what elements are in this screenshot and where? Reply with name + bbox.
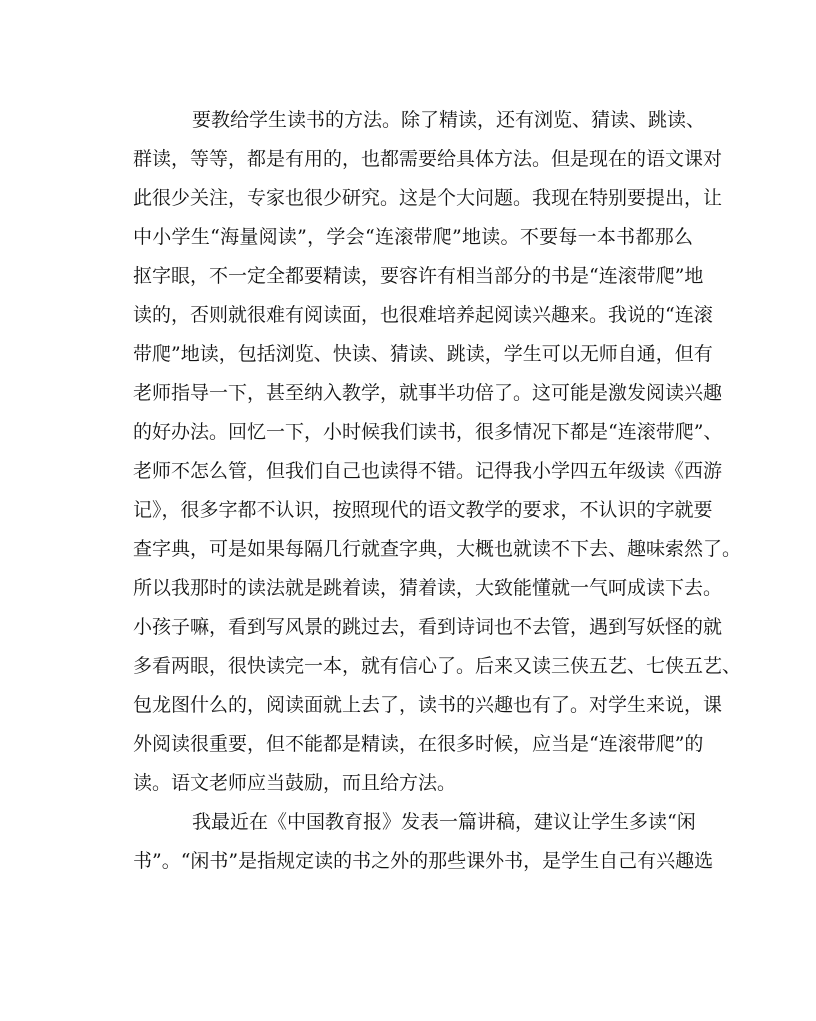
paragraph-line: 群读，等等，都是有用的，也都需要给具体方法。但是现在的语文课对: [133, 148, 723, 170]
paragraph-line: 抠字眼，不一定全都要精读，要容许有相当部分的书是“连滚带爬”地: [133, 265, 704, 287]
paragraph-line: 查字典，可是如果每隔几行就查字典，大概也就读不下去、趣味索然了。: [133, 538, 742, 560]
paragraph-line: 读的，否则就很难有阅读面，也很难培养起阅读兴趣来。我说的“连滚: [133, 304, 713, 326]
paragraph-line: 老师指导一下，甚至纳入教学，就事半功倍了。这可能是激发阅读兴趣: [133, 382, 723, 404]
paragraph-line: 此很少关注，专家也很少研究。这是个大问题。我现在特别要提出，让: [133, 187, 723, 209]
paragraph-line: 我最近在《中国教育报》发表一篇讲稿，建议让学生多读“闲: [192, 811, 696, 833]
paragraph-line: 包龙图什么的，阅读面就上去了，读书的兴趣也有了。对学生来说，课: [133, 694, 723, 716]
paragraph-line: 书”。“闲书”是指规定读的书之外的那些课外书，是学生自己有兴趣选: [133, 850, 714, 872]
paragraph-line: 外阅读很重要，但不能都是精读，在很多时候，应当是“连滚带爬”的: [133, 733, 704, 755]
paragraph-line: 带爬”地读，包括浏览、快读、猜读、跳读，学生可以无师自通，但有: [133, 343, 713, 365]
paragraph-line: 小孩子嘛，看到写风景的跳过去，看到诗词也不去管，遇到写妖怪的就: [133, 616, 723, 638]
paragraph-line: 读。语文老师应当鼓励，而且给方法。: [133, 772, 457, 794]
paragraph-line: 记》，很多字都不认识，按照现代的语文教学的要求，不认识的字就要: [133, 499, 713, 521]
paragraph-line: 要教给学生读书的方法。除了精读，还有浏览、猜读、跳读、: [192, 109, 706, 131]
paragraph-line: 多看两眼，很快读完一本，就有信心了。后来又读三侠五艺、七侠五艺、: [133, 655, 742, 677]
paragraph-line: 老师不怎么管，但我们自己也读得不错。记得我小学四五年级读《西游: [133, 460, 723, 482]
paragraph-line: 的好办法。回忆一下，小时候我们读书，很多情况下都是“连滚带爬”、: [133, 421, 723, 443]
paragraph-line: 所以我那时的读法就是跳着读，猜着读，大致能懂就一气呵成读下去。: [133, 577, 723, 599]
paragraph-line: 中小学生“海量阅读”，学会“连滚带爬”地读。不要每一本书都那么: [133, 226, 693, 248]
